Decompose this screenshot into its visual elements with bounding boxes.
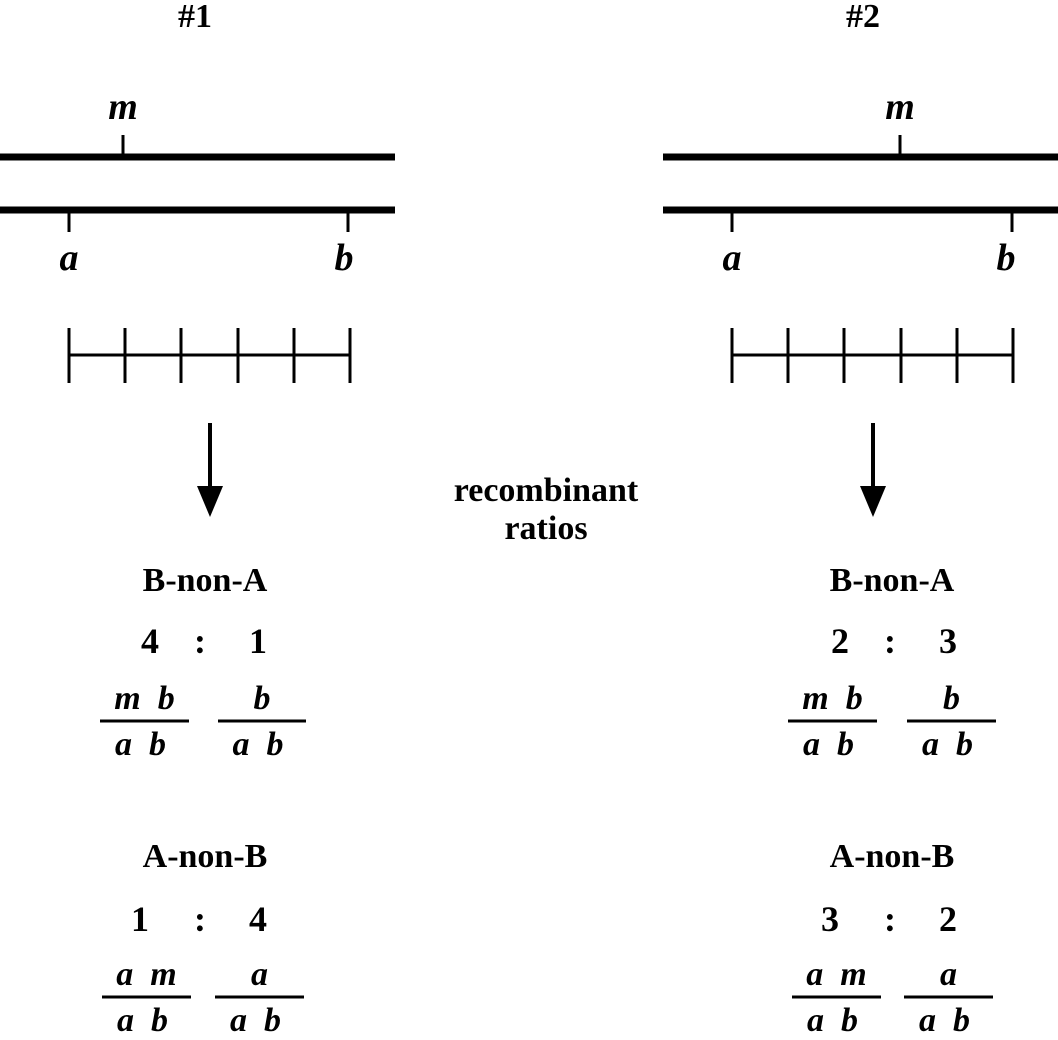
- marker-label-b-2: b: [996, 237, 1016, 279]
- a-non-b-label-1: A-non-B: [142, 838, 268, 875]
- a-non-b-frac-left-top-1: a m: [116, 956, 177, 993]
- panel-title-2: #2: [846, 0, 880, 35]
- b-non-a-ratio-left-1: 4: [141, 621, 159, 661]
- a-non-b-frac-right-top-1: a: [251, 956, 268, 993]
- b-non-a-frac-right-bottom-2: a b: [922, 726, 973, 763]
- recombinant-ratios-line2: ratios: [504, 510, 588, 547]
- a-non-b-frac-right-top-2: a: [940, 956, 957, 993]
- a-non-b-frac-right-bottom-1: a b: [230, 1002, 281, 1039]
- arrow-head-1: [197, 486, 223, 517]
- b-non-a-frac-left-bottom-2: a b: [803, 726, 854, 763]
- b-non-a-frac-left-top-1: m b: [114, 680, 175, 717]
- b-non-a-ratio-right-1: 1: [249, 621, 267, 661]
- b-non-a-frac-right-top-2: b: [943, 680, 960, 717]
- a-non-b-ratio-right-2: 2: [939, 899, 957, 939]
- a-non-b-frac-right-bottom-2: a b: [919, 1002, 970, 1039]
- recombinant-ratios-line1: recombinant: [453, 472, 639, 509]
- b-non-a-frac-left-bottom-1: a b: [115, 726, 166, 763]
- marker-label-a-1: a: [59, 237, 79, 279]
- a-non-b-ratio-left-1: 1: [131, 899, 149, 939]
- marker-label-m-2: m: [885, 86, 915, 128]
- b-non-a-ratio-left-2: 2: [831, 621, 849, 661]
- marker-label-m-1: m: [108, 86, 138, 128]
- a-non-b-ratio-right-1: 4: [249, 899, 267, 939]
- b-non-a-frac-right-top-1: b: [253, 680, 271, 717]
- b-non-a-frac-left-top-2: m b: [802, 680, 863, 717]
- b-non-a-label-2: B-non-A: [829, 562, 955, 599]
- b-non-a-ratio-colon-1: :: [194, 621, 206, 661]
- marker-label-a-2: a: [722, 237, 742, 279]
- marker-label-b-1: b: [334, 237, 354, 279]
- a-non-b-frac-left-top-2: a m: [806, 956, 867, 993]
- a-non-b-frac-left-bottom-1: a b: [117, 1002, 168, 1039]
- b-non-a-ratio-colon-2: :: [884, 621, 896, 661]
- b-non-a-ratio-right-2: 3: [939, 621, 957, 661]
- a-non-b-label-2: A-non-B: [829, 838, 955, 875]
- arrow-head-2: [860, 486, 886, 517]
- a-non-b-ratio-left-2: 3: [821, 899, 839, 939]
- b-non-a-label-1: B-non-A: [142, 562, 268, 599]
- b-non-a-frac-right-bottom-1: a b: [232, 726, 284, 763]
- a-non-b-ratio-colon-1: :: [194, 899, 206, 939]
- panel-title-1: #1: [178, 0, 212, 35]
- a-non-b-frac-left-bottom-2: a b: [807, 1002, 858, 1039]
- a-non-b-ratio-colon-2: :: [884, 899, 896, 939]
